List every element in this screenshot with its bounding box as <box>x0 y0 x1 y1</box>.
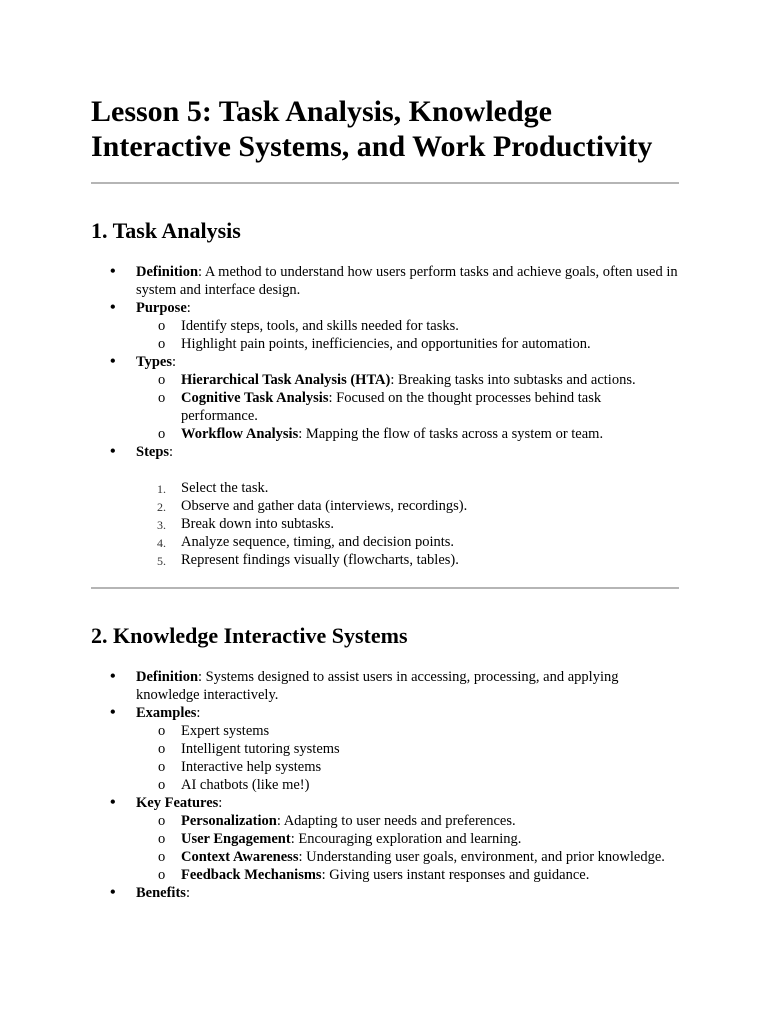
sub-term-label: Hierarchical Task Analysis (HTA) <box>181 372 391 388</box>
sub-bullet-icon: o <box>158 723 166 739</box>
bullet-icon: • <box>110 668 116 685</box>
sub-item-text: : Giving users instant responses and guidance. <box>321 867 590 883</box>
sub-bullet-icon: o <box>158 372 166 388</box>
bullet-icon: • <box>110 299 116 316</box>
list-item-definition <box>91 263 679 299</box>
bullet-icon: • <box>110 884 116 901</box>
page-title <box>91 94 691 164</box>
term-label: Steps <box>136 444 170 460</box>
sub-item-text: Highlight pain points, inefficiencies, and opportunities for automation. <box>181 336 591 352</box>
sub-item-text: Interactive help systems <box>181 759 322 775</box>
sub-item-text: Expert systems <box>181 723 270 739</box>
step-number: 4. <box>157 536 166 550</box>
list-item-types <box>91 353 679 371</box>
step-number: 5. <box>157 554 166 568</box>
sub-bullet-icon: o <box>158 426 166 442</box>
title-line-2: Interactive Systems, and Work Productivity <box>91 130 653 163</box>
sub-term-label: User Engagement <box>181 831 291 847</box>
numbered-step <box>91 533 679 551</box>
term-label: Purpose <box>136 300 187 316</box>
sub-bullet-icon: o <box>158 759 166 775</box>
sub-bullet-icon: o <box>158 336 166 352</box>
sub-item-text: Identify steps, tools, and skills needed for tasks. <box>181 318 459 334</box>
term-label: Definition <box>136 669 199 685</box>
numbered-step <box>91 551 679 569</box>
sub-bullet-icon: o <box>158 831 166 847</box>
spacer <box>91 461 679 479</box>
sub-item-text: : Focused on the thought processes behind task performance. <box>181 390 602 424</box>
sub-list-item <box>91 866 679 884</box>
term-suffix: : <box>169 444 174 460</box>
sub-term-label: Cognitive Task Analysis <box>181 390 329 406</box>
sub-list-item <box>91 371 679 389</box>
sub-list-item <box>91 776 679 794</box>
step-text: Represent findings visually (flowcharts, tables). <box>181 552 459 568</box>
sub-item-text: : Adapting to user needs and preferences. <box>276 813 516 829</box>
term-suffix: : <box>218 795 223 811</box>
sub-list-item <box>91 812 679 830</box>
section-heading-task-analysis: 1. Task Analysis <box>91 218 241 243</box>
step-text: Select the task. <box>181 480 269 496</box>
sub-list-item <box>91 722 679 740</box>
sub-item-text: AI chatbots (like me!) <box>181 777 310 793</box>
term-suffix: : <box>196 705 201 721</box>
sub-list-item <box>91 758 679 776</box>
sub-bullet-icon: o <box>158 849 166 865</box>
bullet-icon: • <box>110 794 116 811</box>
bullet-icon: • <box>110 443 116 460</box>
section-divider <box>91 182 679 184</box>
sub-item-text: Intelligent tutoring systems <box>181 741 340 757</box>
term-label: Types <box>136 354 172 370</box>
sub-item-text: : Breaking tasks into subtasks and actions. <box>390 372 636 388</box>
sub-bullet-icon: o <box>158 867 166 883</box>
term-text: : Systems designed to assist users in accessing, processing, and applying knowledge interactively. <box>136 669 619 703</box>
sub-item-text: : Mapping the flow of tasks across a system or team. <box>298 426 604 442</box>
sub-term-label: Workflow Analysis <box>181 426 299 442</box>
sub-list-item <box>91 389 679 425</box>
list-item-purpose <box>91 299 679 317</box>
term-suffix: : <box>186 300 191 316</box>
knowledge-systems-list <box>91 668 679 902</box>
step-number: 3. <box>157 518 166 532</box>
sub-bullet-icon: o <box>158 777 166 793</box>
list-item-examples <box>91 704 679 722</box>
step-number: 1. <box>157 482 166 496</box>
step-number: 2. <box>157 500 166 514</box>
sub-bullet-icon: o <box>158 390 166 406</box>
sub-list-item <box>91 740 679 758</box>
sub-term-label: Feedback Mechanisms <box>181 867 322 883</box>
step-text: Analyze sequence, timing, and decision points. <box>181 534 455 550</box>
step-text: Break down into subtasks. <box>181 516 335 532</box>
term-suffix: : <box>172 354 177 370</box>
task-analysis-list <box>91 263 679 569</box>
sub-item-text: : Encouraging exploration and learning. <box>290 831 522 847</box>
sub-bullet-icon: o <box>158 741 166 757</box>
sub-bullet-icon: o <box>158 813 166 829</box>
section-heading-knowledge-systems: 2. Knowledge Interactive Systems <box>91 623 408 648</box>
numbered-step <box>91 479 679 497</box>
term-label: Benefits <box>136 885 186 901</box>
sub-item-text: : Understanding user goals, environment, and prior knowledge. <box>298 849 665 865</box>
numbered-step <box>91 497 679 515</box>
bullet-icon: • <box>110 704 116 721</box>
title-line-1: Lesson 5: Task Analysis, Knowledge <box>91 95 552 128</box>
sub-list-item <box>91 317 679 335</box>
sub-list-item <box>91 335 679 353</box>
term-label: Key Features <box>136 795 219 811</box>
term-label: Definition <box>136 264 199 280</box>
step-text: Observe and gather data (interviews, recordings). <box>181 498 468 514</box>
list-item-key-features <box>91 794 679 812</box>
bullet-icon: • <box>110 353 116 370</box>
bullet-icon: • <box>110 263 116 280</box>
sub-term-label: Context Awareness <box>181 849 299 865</box>
list-item-steps <box>91 443 679 461</box>
list-item-benefits <box>91 884 679 902</box>
sub-bullet-icon: o <box>158 318 166 334</box>
term-text: : A method to understand how users perform tasks and achieve goals, often used in system and interface design. <box>136 264 678 298</box>
term-suffix: : <box>185 885 190 901</box>
sub-list-item <box>91 830 679 848</box>
term-label: Examples <box>136 705 197 721</box>
sub-term-label: Personalization <box>181 813 277 829</box>
list-item-definition <box>91 668 679 704</box>
sub-list-item <box>91 425 679 443</box>
section-divider <box>91 587 679 589</box>
sub-list-item <box>91 848 679 866</box>
numbered-step <box>91 515 679 533</box>
